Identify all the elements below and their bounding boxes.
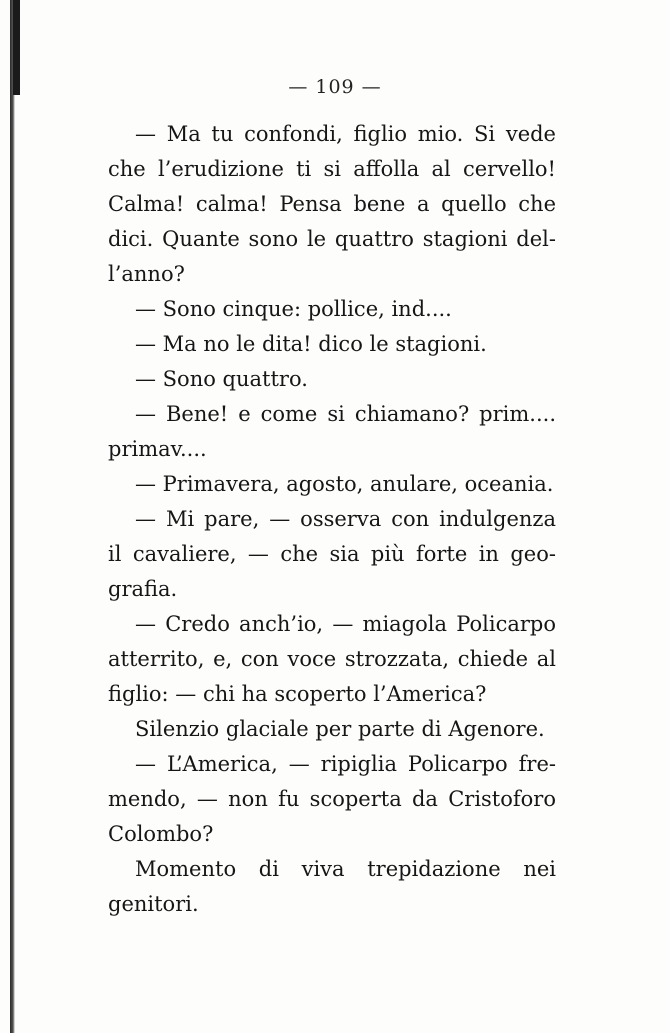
page-binding-edge (10, 0, 15, 1033)
paragraph: — L’America, — ripiglia Policarpo fremendo, — non fu scoperta da Cristoforo Colombo? (108, 752, 556, 846)
paragraph: — Sono quattro. (135, 367, 308, 391)
paragraph: — Bene! e come si chiamano? prim.... primav.... (108, 402, 556, 461)
paragraph: — Ma no le dita! dico le stagioni. (135, 332, 487, 356)
paragraph: — Primavera, agosto, anulare, oceania. (135, 472, 554, 496)
paragraph: — Credo anch’io, — miagola Policarpo atterrito, e, con voce strozzata, chiede al figlio: — chi ha scoperto l’America? (108, 612, 556, 706)
page-number: — 109 — (288, 76, 382, 98)
paragraph: — Ma tu confondi, figlio mio. Si vede che l’erudizione ti si affolla al cervello! Calma! calma! Pensa bene a quello che dici. Quante sono le quattro stagioni dell’anno? (108, 122, 556, 286)
paragraph: — Sono cinque: pollice, ind.... (135, 297, 452, 321)
paragraph: Silenzio glaciale per parte di Agenore. (135, 717, 545, 741)
paragraph: Momento di viva trepidazione nei genitori. (108, 857, 556, 916)
body-text (108, 117, 556, 922)
paragraph: — Mi pare, — osserva con indulgenza il cavaliere, — che sia più forte in geografia. (108, 507, 556, 601)
